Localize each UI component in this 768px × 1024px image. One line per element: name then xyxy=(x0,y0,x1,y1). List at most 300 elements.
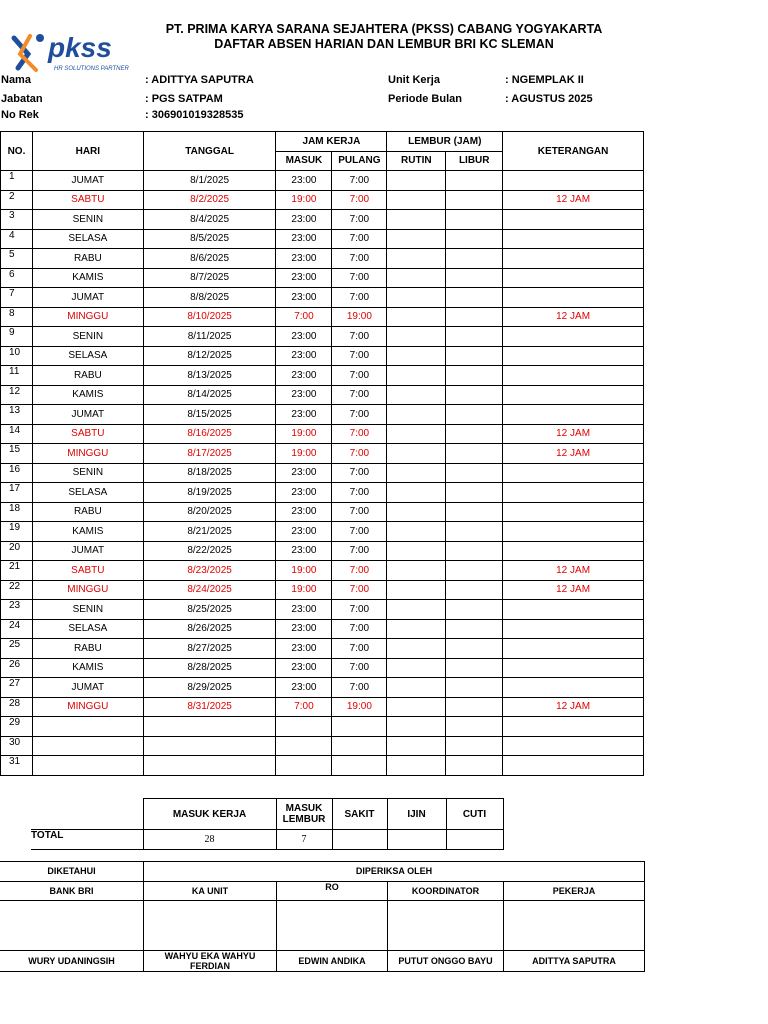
col-masuk: MASUK xyxy=(276,151,332,171)
table-row xyxy=(1,444,644,464)
cell-masuk: 19:00 xyxy=(276,444,332,464)
cell-tanggal: 8/14/2025 xyxy=(143,385,276,405)
pkss-logo xyxy=(10,32,130,77)
col-lembur: LEMBUR (JAM) xyxy=(387,132,503,152)
cell-no: 2 xyxy=(1,190,33,210)
cell-ket xyxy=(503,405,644,425)
table-row xyxy=(1,424,644,444)
cell-pulang: 7:00 xyxy=(332,522,387,542)
cell-no: 6 xyxy=(1,268,33,288)
cell-hari: SENIN xyxy=(32,327,143,347)
cell-ket xyxy=(503,619,644,639)
cell-libur xyxy=(446,619,503,639)
cell-ket xyxy=(503,463,644,483)
cell-hari: KAMIS xyxy=(32,385,143,405)
cell-no: 8 xyxy=(1,307,33,327)
cell-ket xyxy=(503,717,644,737)
cell-tanggal: 8/18/2025 xyxy=(143,463,276,483)
cell-pulang: 7:00 xyxy=(332,190,387,210)
col-tanggal: TANGGAL xyxy=(143,132,276,171)
cell-hari: SELASA xyxy=(32,483,143,503)
cell-rutin xyxy=(387,268,446,288)
cell-ket xyxy=(503,171,644,191)
cell-rutin xyxy=(387,327,446,347)
cell-rutin xyxy=(387,522,446,542)
cell-no: 24 xyxy=(1,619,33,639)
cell-tanggal: 8/15/2025 xyxy=(143,405,276,425)
cell-hari: SELASA xyxy=(32,229,143,249)
cell-masuk: 23:00 xyxy=(276,522,332,542)
cell-ket xyxy=(503,502,644,522)
table-row xyxy=(1,249,644,269)
cell-pulang: 7:00 xyxy=(332,268,387,288)
cell-rutin xyxy=(387,424,446,444)
cell-pulang: 19:00 xyxy=(332,307,387,327)
cell-libur xyxy=(446,190,503,210)
cell-hari: SENIN xyxy=(32,210,143,230)
signature-space-koordinator xyxy=(388,901,504,951)
cell-libur xyxy=(446,580,503,600)
cell-masuk: 23:00 xyxy=(276,639,332,659)
masuk-lembur-value: 7 xyxy=(276,830,332,850)
cell-libur xyxy=(446,717,503,737)
cell-hari: RABU xyxy=(32,502,143,522)
cell-pulang: 7:00 xyxy=(332,580,387,600)
table-row xyxy=(1,639,644,659)
cell-no: 29 xyxy=(1,717,33,737)
periode-value: : AGUSTUS 2025 xyxy=(505,93,593,105)
cell-masuk: 23:00 xyxy=(276,268,332,288)
cell-hari: SENIN xyxy=(32,600,143,620)
cell-libur xyxy=(446,541,503,561)
cell-no: 12 xyxy=(1,385,33,405)
table-row xyxy=(1,288,644,308)
document-title: DAFTAR ABSEN HARIAN DAN LEMBUR BRI KC SLEMAN xyxy=(214,37,554,51)
col-rutin: RUTIN xyxy=(387,151,446,171)
diketahui-label: DIKETAHUI xyxy=(0,862,144,882)
cell-ket xyxy=(503,541,644,561)
cell-ket xyxy=(503,522,644,542)
signer-ka-unit: WAHYU EKA WAHYU FERDIAN xyxy=(144,951,277,972)
norek-value: : 306901019328535 xyxy=(145,109,244,121)
table-row xyxy=(1,678,644,698)
cell-libur xyxy=(446,249,503,269)
cell-libur xyxy=(446,736,503,756)
cell-pulang: 7:00 xyxy=(332,678,387,698)
cell-hari xyxy=(32,736,143,756)
masuk-kerja-value: 28 xyxy=(143,830,276,850)
cell-ket xyxy=(503,327,644,347)
table-row xyxy=(1,658,644,678)
koordinator-label: KOORDINATOR xyxy=(388,881,504,901)
cell-tanggal: 8/23/2025 xyxy=(143,561,276,581)
cell-pulang: 7:00 xyxy=(332,658,387,678)
cell-tanggal xyxy=(143,756,276,776)
cell-no: 26 xyxy=(1,658,33,678)
cell-hari: SENIN xyxy=(32,463,143,483)
cell-ket xyxy=(503,483,644,503)
cell-rutin xyxy=(387,717,446,737)
summary-table xyxy=(31,798,504,850)
cell-no: 14 xyxy=(1,424,33,444)
cell-no: 5 xyxy=(1,249,33,269)
table-row xyxy=(1,463,644,483)
cell-tanggal: 8/13/2025 xyxy=(143,366,276,386)
cell-masuk: 23:00 xyxy=(276,658,332,678)
signature-space-pekerja xyxy=(504,901,645,951)
cell-rutin xyxy=(387,405,446,425)
cell-tanggal: 8/19/2025 xyxy=(143,483,276,503)
cell-ket xyxy=(503,736,644,756)
cell-pulang: 7:00 xyxy=(332,444,387,464)
cell-masuk: 19:00 xyxy=(276,424,332,444)
cell-hari: SABTU xyxy=(32,190,143,210)
cell-tanggal: 8/25/2025 xyxy=(143,600,276,620)
cell-no: 21 xyxy=(1,561,33,581)
cell-hari: MINGGU xyxy=(32,307,143,327)
cell-masuk: 7:00 xyxy=(276,697,332,717)
cell-ket xyxy=(503,288,644,308)
table-row xyxy=(1,327,644,347)
col-jam-kerja: JAM KERJA xyxy=(276,132,387,152)
cell-libur xyxy=(446,444,503,464)
cell-no: 28 xyxy=(1,697,33,717)
cell-masuk xyxy=(276,756,332,776)
cell-rutin xyxy=(387,639,446,659)
cell-no: 15 xyxy=(1,444,33,464)
cell-libur xyxy=(446,463,503,483)
cell-tanggal: 8/10/2025 xyxy=(143,307,276,327)
cell-hari: JUMAT xyxy=(32,171,143,191)
cell-libur xyxy=(446,405,503,425)
cell-pulang: 7:00 xyxy=(332,366,387,386)
cell-masuk xyxy=(276,717,332,737)
cell-pulang: 7:00 xyxy=(332,385,387,405)
cell-no: 20 xyxy=(1,541,33,561)
cell-hari: KAMIS xyxy=(32,268,143,288)
cell-ket xyxy=(503,229,644,249)
cell-masuk: 23:00 xyxy=(276,405,332,425)
cell-masuk: 23:00 xyxy=(276,541,332,561)
cell-tanggal: 8/1/2025 xyxy=(143,171,276,191)
signature-space-ka-unit xyxy=(144,901,277,951)
cell-libur xyxy=(446,171,503,191)
nama-label: Nama xyxy=(1,74,31,86)
cell-hari: JUMAT xyxy=(32,288,143,308)
cell-masuk: 23:00 xyxy=(276,502,332,522)
signer-pekerja: ADITTYA SAPUTRA xyxy=(504,951,645,972)
signer-bank: WURY UDANINGSIH xyxy=(0,951,144,972)
cell-no: 10 xyxy=(1,346,33,366)
ijin-label: IJIN xyxy=(387,799,446,830)
cell-ket xyxy=(503,268,644,288)
cell-hari: RABU xyxy=(32,366,143,386)
table-row xyxy=(1,190,644,210)
table-row xyxy=(1,561,644,581)
cell-masuk: 19:00 xyxy=(276,561,332,581)
cell-tanggal: 8/6/2025 xyxy=(143,249,276,269)
cell-libur xyxy=(446,658,503,678)
cell-libur xyxy=(446,502,503,522)
cell-tanggal: 8/27/2025 xyxy=(143,639,276,659)
cell-hari: JUMAT xyxy=(32,678,143,698)
cell-no: 23 xyxy=(1,600,33,620)
logo-text: pkss xyxy=(48,32,112,63)
cell-no: 1 xyxy=(1,171,33,191)
cell-pulang: 7:00 xyxy=(332,561,387,581)
cell-tanggal: 8/4/2025 xyxy=(143,210,276,230)
cell-masuk: 23:00 xyxy=(276,346,332,366)
cell-tanggal: 8/22/2025 xyxy=(143,541,276,561)
cell-hari: MINGGU xyxy=(32,697,143,717)
cell-rutin xyxy=(387,444,446,464)
cell-no: 25 xyxy=(1,639,33,659)
cell-no: 31 xyxy=(1,756,33,776)
cell-tanggal: 8/24/2025 xyxy=(143,580,276,600)
cell-rutin xyxy=(387,756,446,776)
table-row xyxy=(1,268,644,288)
cell-libur xyxy=(446,522,503,542)
cell-tanggal: 8/8/2025 xyxy=(143,288,276,308)
cell-pulang: 7:00 xyxy=(332,541,387,561)
cell-pulang xyxy=(332,717,387,737)
cuti-label: CUTI xyxy=(446,799,503,830)
cell-hari: SABTU xyxy=(32,424,143,444)
cell-rutin xyxy=(387,502,446,522)
cell-pulang: 7:00 xyxy=(332,229,387,249)
cell-masuk: 23:00 xyxy=(276,288,332,308)
periode-label: Periode Bulan xyxy=(388,93,462,105)
cell-no: 16 xyxy=(1,463,33,483)
cell-libur xyxy=(446,678,503,698)
table-row xyxy=(1,171,644,191)
cell-rutin xyxy=(387,366,446,386)
logo-tagline: HR SOLUTIONS PARTNER xyxy=(54,66,129,72)
cell-rutin xyxy=(387,580,446,600)
cell-libur xyxy=(446,483,503,503)
cell-libur xyxy=(446,268,503,288)
cell-rutin xyxy=(387,385,446,405)
unit-label: Unit Kerja xyxy=(388,74,440,86)
cell-pulang: 7:00 xyxy=(332,171,387,191)
col-hari: HARI xyxy=(32,132,143,171)
total-label: TOTAL xyxy=(31,830,143,850)
cell-libur xyxy=(446,288,503,308)
cell-rutin xyxy=(387,541,446,561)
cell-libur xyxy=(446,366,503,386)
cell-ket xyxy=(503,210,644,230)
cell-masuk: 23:00 xyxy=(276,210,332,230)
cell-tanggal xyxy=(143,736,276,756)
cell-rutin xyxy=(387,346,446,366)
ijin-value xyxy=(387,830,446,850)
cell-pulang: 7:00 xyxy=(332,424,387,444)
cell-pulang: 7:00 xyxy=(332,639,387,659)
cell-rutin xyxy=(387,600,446,620)
jabatan-label: Jabatan xyxy=(1,93,43,105)
company-title: PT. PRIMA KARYA SARANA SEJAHTERA (PKSS) CABANG YOGYAKARTA xyxy=(165,22,603,36)
col-libur: LIBUR xyxy=(446,151,503,171)
cell-pulang: 7:00 xyxy=(332,405,387,425)
cell-ket xyxy=(503,756,644,776)
cell-masuk: 19:00 xyxy=(276,580,332,600)
cell-pulang: 7:00 xyxy=(332,288,387,308)
cell-hari: RABU xyxy=(32,249,143,269)
bank-bri-label: BANK BRI xyxy=(0,881,144,901)
cell-tanggal: 8/20/2025 xyxy=(143,502,276,522)
cell-pulang: 7:00 xyxy=(332,502,387,522)
cell-ket: 12 JAM xyxy=(503,307,644,327)
cell-masuk xyxy=(276,736,332,756)
cell-masuk: 23:00 xyxy=(276,385,332,405)
cell-pulang: 7:00 xyxy=(332,249,387,269)
cell-hari: JUMAT xyxy=(32,405,143,425)
cell-hari: SABTU xyxy=(32,561,143,581)
cell-no: 7 xyxy=(1,288,33,308)
col-keterangan: KETERANGAN xyxy=(503,132,644,171)
cell-ket xyxy=(503,346,644,366)
cell-no: 3 xyxy=(1,210,33,230)
table-row xyxy=(1,541,644,561)
cell-pulang xyxy=(332,736,387,756)
cell-tanggal xyxy=(143,717,276,737)
cell-ket: 12 JAM xyxy=(503,697,644,717)
signature-space-bank xyxy=(0,901,144,951)
cell-masuk: 7:00 xyxy=(276,307,332,327)
cell-no: 19 xyxy=(1,522,33,542)
cell-no: 27 xyxy=(1,678,33,698)
cell-libur xyxy=(446,327,503,347)
table-row xyxy=(1,756,644,776)
cell-no: 18 xyxy=(1,502,33,522)
masuk-lembur-label: MASUK LEMBUR xyxy=(276,799,332,830)
cell-rutin xyxy=(387,249,446,269)
cell-hari: MINGGU xyxy=(32,580,143,600)
cell-hari: SELASA xyxy=(32,619,143,639)
nama-value: : ADITTYA SAPUTRA xyxy=(145,74,254,86)
cell-masuk: 23:00 xyxy=(276,600,332,620)
signer-ro: EDWIN ANDIKA xyxy=(277,951,388,972)
cell-libur xyxy=(446,424,503,444)
cell-hari: KAMIS xyxy=(32,658,143,678)
cell-pulang: 7:00 xyxy=(332,619,387,639)
cell-rutin xyxy=(387,307,446,327)
table-row xyxy=(1,502,644,522)
cell-rutin xyxy=(387,171,446,191)
diperiksa-label: DIPERIKSA OLEH xyxy=(144,862,645,882)
ro-label: RO xyxy=(277,881,388,901)
table-row xyxy=(1,619,644,639)
cell-rutin xyxy=(387,619,446,639)
cell-hari: SELASA xyxy=(32,346,143,366)
cell-rutin xyxy=(387,678,446,698)
cell-hari: KAMIS xyxy=(32,522,143,542)
cell-libur xyxy=(446,210,503,230)
cell-rutin xyxy=(387,190,446,210)
pekerja-label: PEKERJA xyxy=(504,881,645,901)
table-row xyxy=(1,522,644,542)
cell-hari xyxy=(32,756,143,776)
ka-unit-label: KA UNIT xyxy=(144,881,277,901)
cell-pulang: 7:00 xyxy=(332,483,387,503)
cell-masuk: 23:00 xyxy=(276,249,332,269)
cell-tanggal: 8/11/2025 xyxy=(143,327,276,347)
signature-table xyxy=(0,861,645,972)
cell-rutin xyxy=(387,658,446,678)
cell-rutin xyxy=(387,463,446,483)
table-row xyxy=(1,405,644,425)
cell-ket: 12 JAM xyxy=(503,424,644,444)
cell-pulang: 7:00 xyxy=(332,600,387,620)
cell-tanggal: 8/16/2025 xyxy=(143,424,276,444)
cell-no: 9 xyxy=(1,327,33,347)
table-row xyxy=(1,580,644,600)
cell-ket xyxy=(503,249,644,269)
cell-ket: 12 JAM xyxy=(503,444,644,464)
cell-ket: 12 JAM xyxy=(503,190,644,210)
cell-ket xyxy=(503,639,644,659)
cell-ket: 12 JAM xyxy=(503,561,644,581)
cell-rutin xyxy=(387,561,446,581)
cell-libur xyxy=(446,229,503,249)
table-row xyxy=(1,697,644,717)
cell-hari: MINGGU xyxy=(32,444,143,464)
cell-tanggal: 8/5/2025 xyxy=(143,229,276,249)
table-row xyxy=(1,385,644,405)
cell-tanggal: 8/31/2025 xyxy=(143,697,276,717)
table-row xyxy=(1,346,644,366)
cell-tanggal: 8/17/2025 xyxy=(143,444,276,464)
jabatan-value: : PGS SATPAM xyxy=(145,93,223,105)
table-row xyxy=(1,366,644,386)
table-row xyxy=(1,483,644,503)
unit-value: : NGEMPLAK II xyxy=(505,74,584,86)
sakit-label: SAKIT xyxy=(332,799,387,830)
cell-pulang: 7:00 xyxy=(332,346,387,366)
cell-tanggal: 8/12/2025 xyxy=(143,346,276,366)
cell-tanggal: 8/28/2025 xyxy=(143,658,276,678)
cuti-value xyxy=(446,830,503,850)
cell-ket: 12 JAM xyxy=(503,580,644,600)
cell-ket xyxy=(503,366,644,386)
cell-hari: RABU xyxy=(32,639,143,659)
cell-masuk: 23:00 xyxy=(276,171,332,191)
cell-masuk: 23:00 xyxy=(276,463,332,483)
cell-tanggal: 8/26/2025 xyxy=(143,619,276,639)
cell-ket xyxy=(503,678,644,698)
cell-masuk: 23:00 xyxy=(276,619,332,639)
cell-masuk: 23:00 xyxy=(276,366,332,386)
cell-masuk: 23:00 xyxy=(276,327,332,347)
table-row xyxy=(1,307,644,327)
signature-space-ro xyxy=(277,901,388,951)
cell-no: 30 xyxy=(1,736,33,756)
cell-masuk: 23:00 xyxy=(276,678,332,698)
cell-libur xyxy=(446,346,503,366)
cell-tanggal: 8/29/2025 xyxy=(143,678,276,698)
cell-masuk: 23:00 xyxy=(276,483,332,503)
cell-no: 22 xyxy=(1,580,33,600)
cell-pulang: 7:00 xyxy=(332,463,387,483)
col-no: NO. xyxy=(1,132,33,171)
cell-libur xyxy=(446,756,503,776)
table-row xyxy=(1,229,644,249)
sakit-value xyxy=(332,830,387,850)
col-pulang: PULANG xyxy=(332,151,387,171)
cell-masuk: 19:00 xyxy=(276,190,332,210)
cell-rutin xyxy=(387,288,446,308)
attendance-table xyxy=(0,131,644,776)
